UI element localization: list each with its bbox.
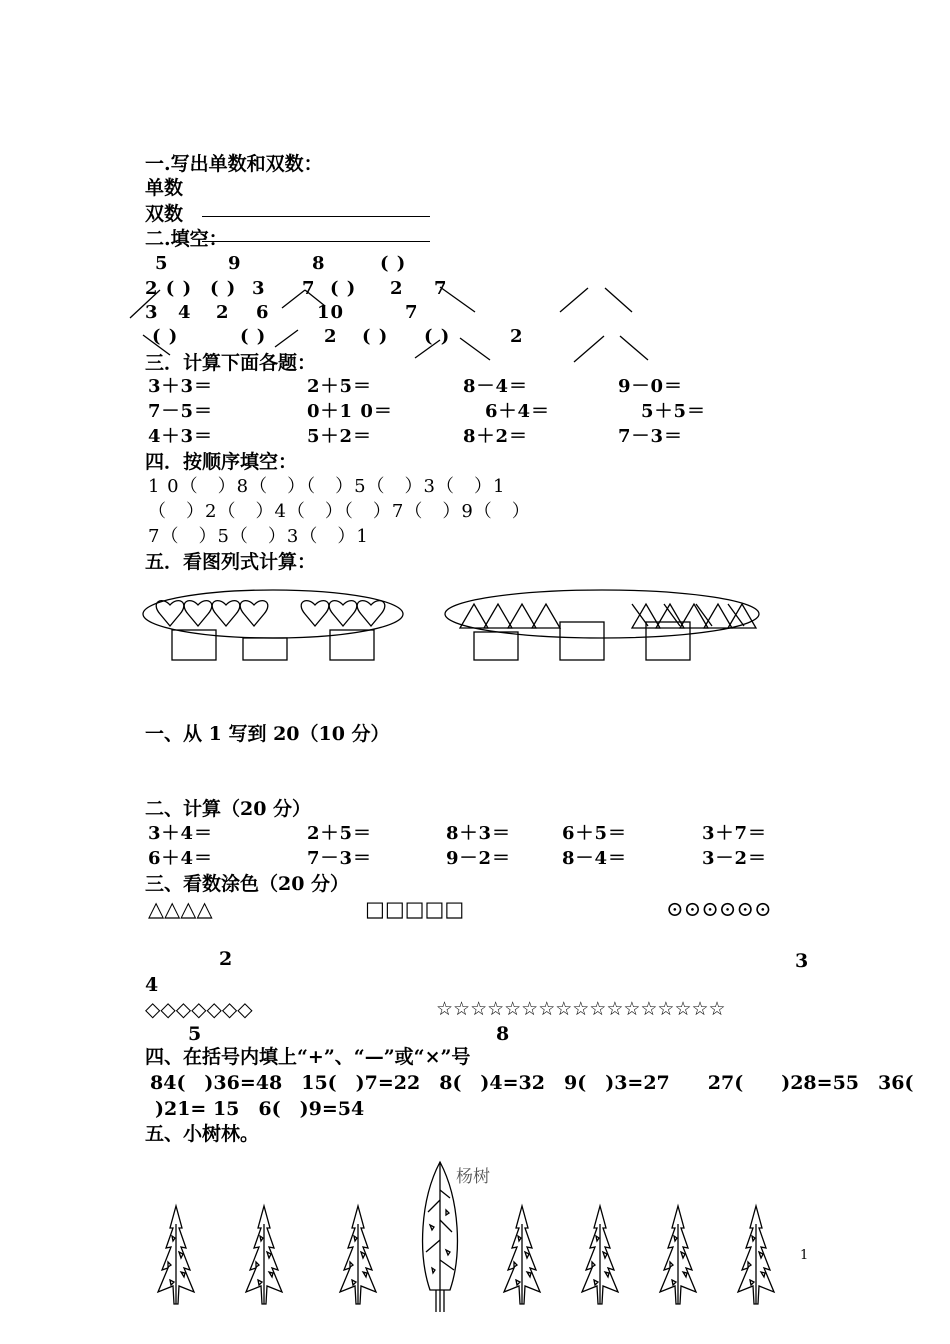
tree-low-1: 3 bbox=[145, 302, 159, 323]
section-title-calc-2: 二、计算（20 分） bbox=[145, 798, 312, 820]
tree-top-4: ( ) bbox=[380, 253, 407, 274]
section-title-fill: 二.填空： bbox=[145, 228, 228, 250]
count-stars: 8 bbox=[496, 1023, 510, 1045]
section-title-color: 三、看数涂色（20 分） bbox=[145, 873, 350, 895]
tree-low-3: 2 bbox=[216, 302, 230, 323]
pine-tree-1 bbox=[158, 1206, 194, 1304]
operators-line-2: )21= 15 6( )9=54 bbox=[155, 1098, 365, 1120]
squares-row: □□□□□ bbox=[365, 897, 465, 921]
stars-row: ☆☆☆☆☆☆☆☆☆☆☆☆☆☆☆☆☆ bbox=[436, 998, 726, 1020]
section-title-sequence: 四．按顺序填空： bbox=[145, 451, 298, 473]
calc-3-2: 5＋2＝ bbox=[307, 426, 373, 447]
poplar-label: 杨树 bbox=[456, 1167, 490, 1187]
tree-mid-7: 7 bbox=[434, 278, 448, 299]
operators-line-1: 84( )36=48 15( )7=22 8( )4=32 9( )3=27 27( )28=55 36( bbox=[150, 1072, 914, 1094]
calc-3-4: 7－3＝ bbox=[618, 426, 684, 447]
calc2-1-4: 6＋5＝ bbox=[562, 823, 628, 844]
calc2-2-4: 8－4＝ bbox=[562, 848, 628, 869]
calc2-2-2: 7－3＝ bbox=[307, 848, 373, 869]
tree-top-1: 5 bbox=[155, 253, 169, 274]
calc2-2-1: 6＋4＝ bbox=[148, 848, 214, 869]
pine-tree-2 bbox=[246, 1206, 282, 1304]
tree-mid-6: 2 bbox=[390, 278, 404, 299]
calc2-1-1: 3＋4＝ bbox=[148, 823, 214, 844]
calc-2-3: 6＋4＝ bbox=[485, 401, 551, 422]
sequence-row-3: 7（ ）5（ ）3（ ）1 bbox=[148, 526, 369, 547]
pine-tree-7 bbox=[738, 1206, 774, 1304]
calc2-2-3: 9－2＝ bbox=[446, 848, 512, 869]
odd-label: 单数 bbox=[145, 177, 184, 199]
calc-1-4: 9－0＝ bbox=[618, 376, 684, 397]
tree-mid-5: ( ) bbox=[330, 278, 357, 299]
tree-bottom-1: ( ) bbox=[152, 326, 179, 347]
count-squares: 4 bbox=[145, 974, 159, 996]
count-triangles: 2 bbox=[219, 948, 233, 970]
count-circles: 3 bbox=[795, 950, 809, 972]
calc2-1-2: 2＋5＝ bbox=[307, 823, 373, 844]
tree-mid-1: 2 ( ) bbox=[145, 278, 193, 299]
tree-low-5: 10 bbox=[317, 302, 345, 323]
triangles-row: △△△△ bbox=[148, 897, 213, 921]
tree-low-2: 4 bbox=[178, 302, 192, 323]
page-number: 1 bbox=[800, 1248, 809, 1263]
tree-bottom-6: 2 bbox=[510, 326, 524, 347]
tree-top-2: 9 bbox=[228, 253, 242, 274]
poplar-tree bbox=[423, 1162, 458, 1312]
tree-mid-2: ( ) bbox=[210, 278, 237, 299]
pine-tree-6 bbox=[660, 1206, 696, 1304]
calc-2-4: 5＋5＝ bbox=[641, 401, 707, 422]
tree-bottom-5: ( ) bbox=[424, 326, 451, 347]
pine-tree-3 bbox=[340, 1206, 376, 1304]
calc-2-2: 0＋1 0＝ bbox=[307, 401, 393, 422]
pine-tree-4 bbox=[504, 1206, 540, 1304]
calc-2-1: 7－5＝ bbox=[148, 401, 214, 422]
calc-3-1: 4＋3＝ bbox=[148, 426, 214, 447]
count-diamonds: 5 bbox=[188, 1023, 202, 1045]
section-title-odd-even: 一.写出单数和双数： bbox=[145, 153, 323, 175]
calc-1-2: 2＋5＝ bbox=[307, 376, 373, 397]
sequence-row-1: 1 0（ ）8（ ）（ ）5（ ）3（ ）1 bbox=[148, 476, 506, 497]
tree-mid-4: 7 bbox=[302, 278, 316, 299]
tree-bottom-2: ( ) bbox=[240, 326, 267, 347]
calc2-2-5: 3－2＝ bbox=[702, 848, 768, 869]
circles-row: ⊙⊙⊙⊙⊙⊙ bbox=[666, 897, 772, 921]
section-title-calc: 三．计算下面各题： bbox=[145, 352, 317, 374]
calc2-1-3: 8＋3＝ bbox=[446, 823, 512, 844]
tree-low-6: 7 bbox=[405, 302, 419, 323]
section-title-forest: 五、小树林。 bbox=[145, 1123, 260, 1145]
pine-tree-5 bbox=[582, 1206, 618, 1304]
tree-bottom-3: 2 bbox=[324, 326, 338, 347]
calc-1-3: 8－4＝ bbox=[463, 376, 529, 397]
calc-3-3: 8＋2＝ bbox=[463, 426, 529, 447]
section-title-write-numbers: 一、从 1 写到 20（10 分） bbox=[145, 723, 390, 745]
tree-mid-3: 3 bbox=[252, 278, 266, 299]
tree-bottom-4: ( ) bbox=[362, 326, 389, 347]
even-label: 双数 bbox=[145, 203, 184, 225]
tree-top-3: 8 bbox=[312, 253, 326, 274]
diamonds-row: ◇◇◇◇◇◇◇ bbox=[145, 997, 253, 1021]
section-title-picture-calc: 五．看图列式计算： bbox=[145, 551, 317, 573]
section-title-operators: 四、在括号内填上“+”、“—”或“×”号 bbox=[145, 1046, 471, 1068]
sequence-row-2: （ ）2（ ）4（ ）（ ）7（ ）9（ ） bbox=[148, 501, 531, 522]
tree-low-4: 6 bbox=[256, 302, 270, 323]
calc-1-1: 3＋3＝ bbox=[148, 376, 214, 397]
calc2-1-5: 3＋7＝ bbox=[702, 823, 768, 844]
